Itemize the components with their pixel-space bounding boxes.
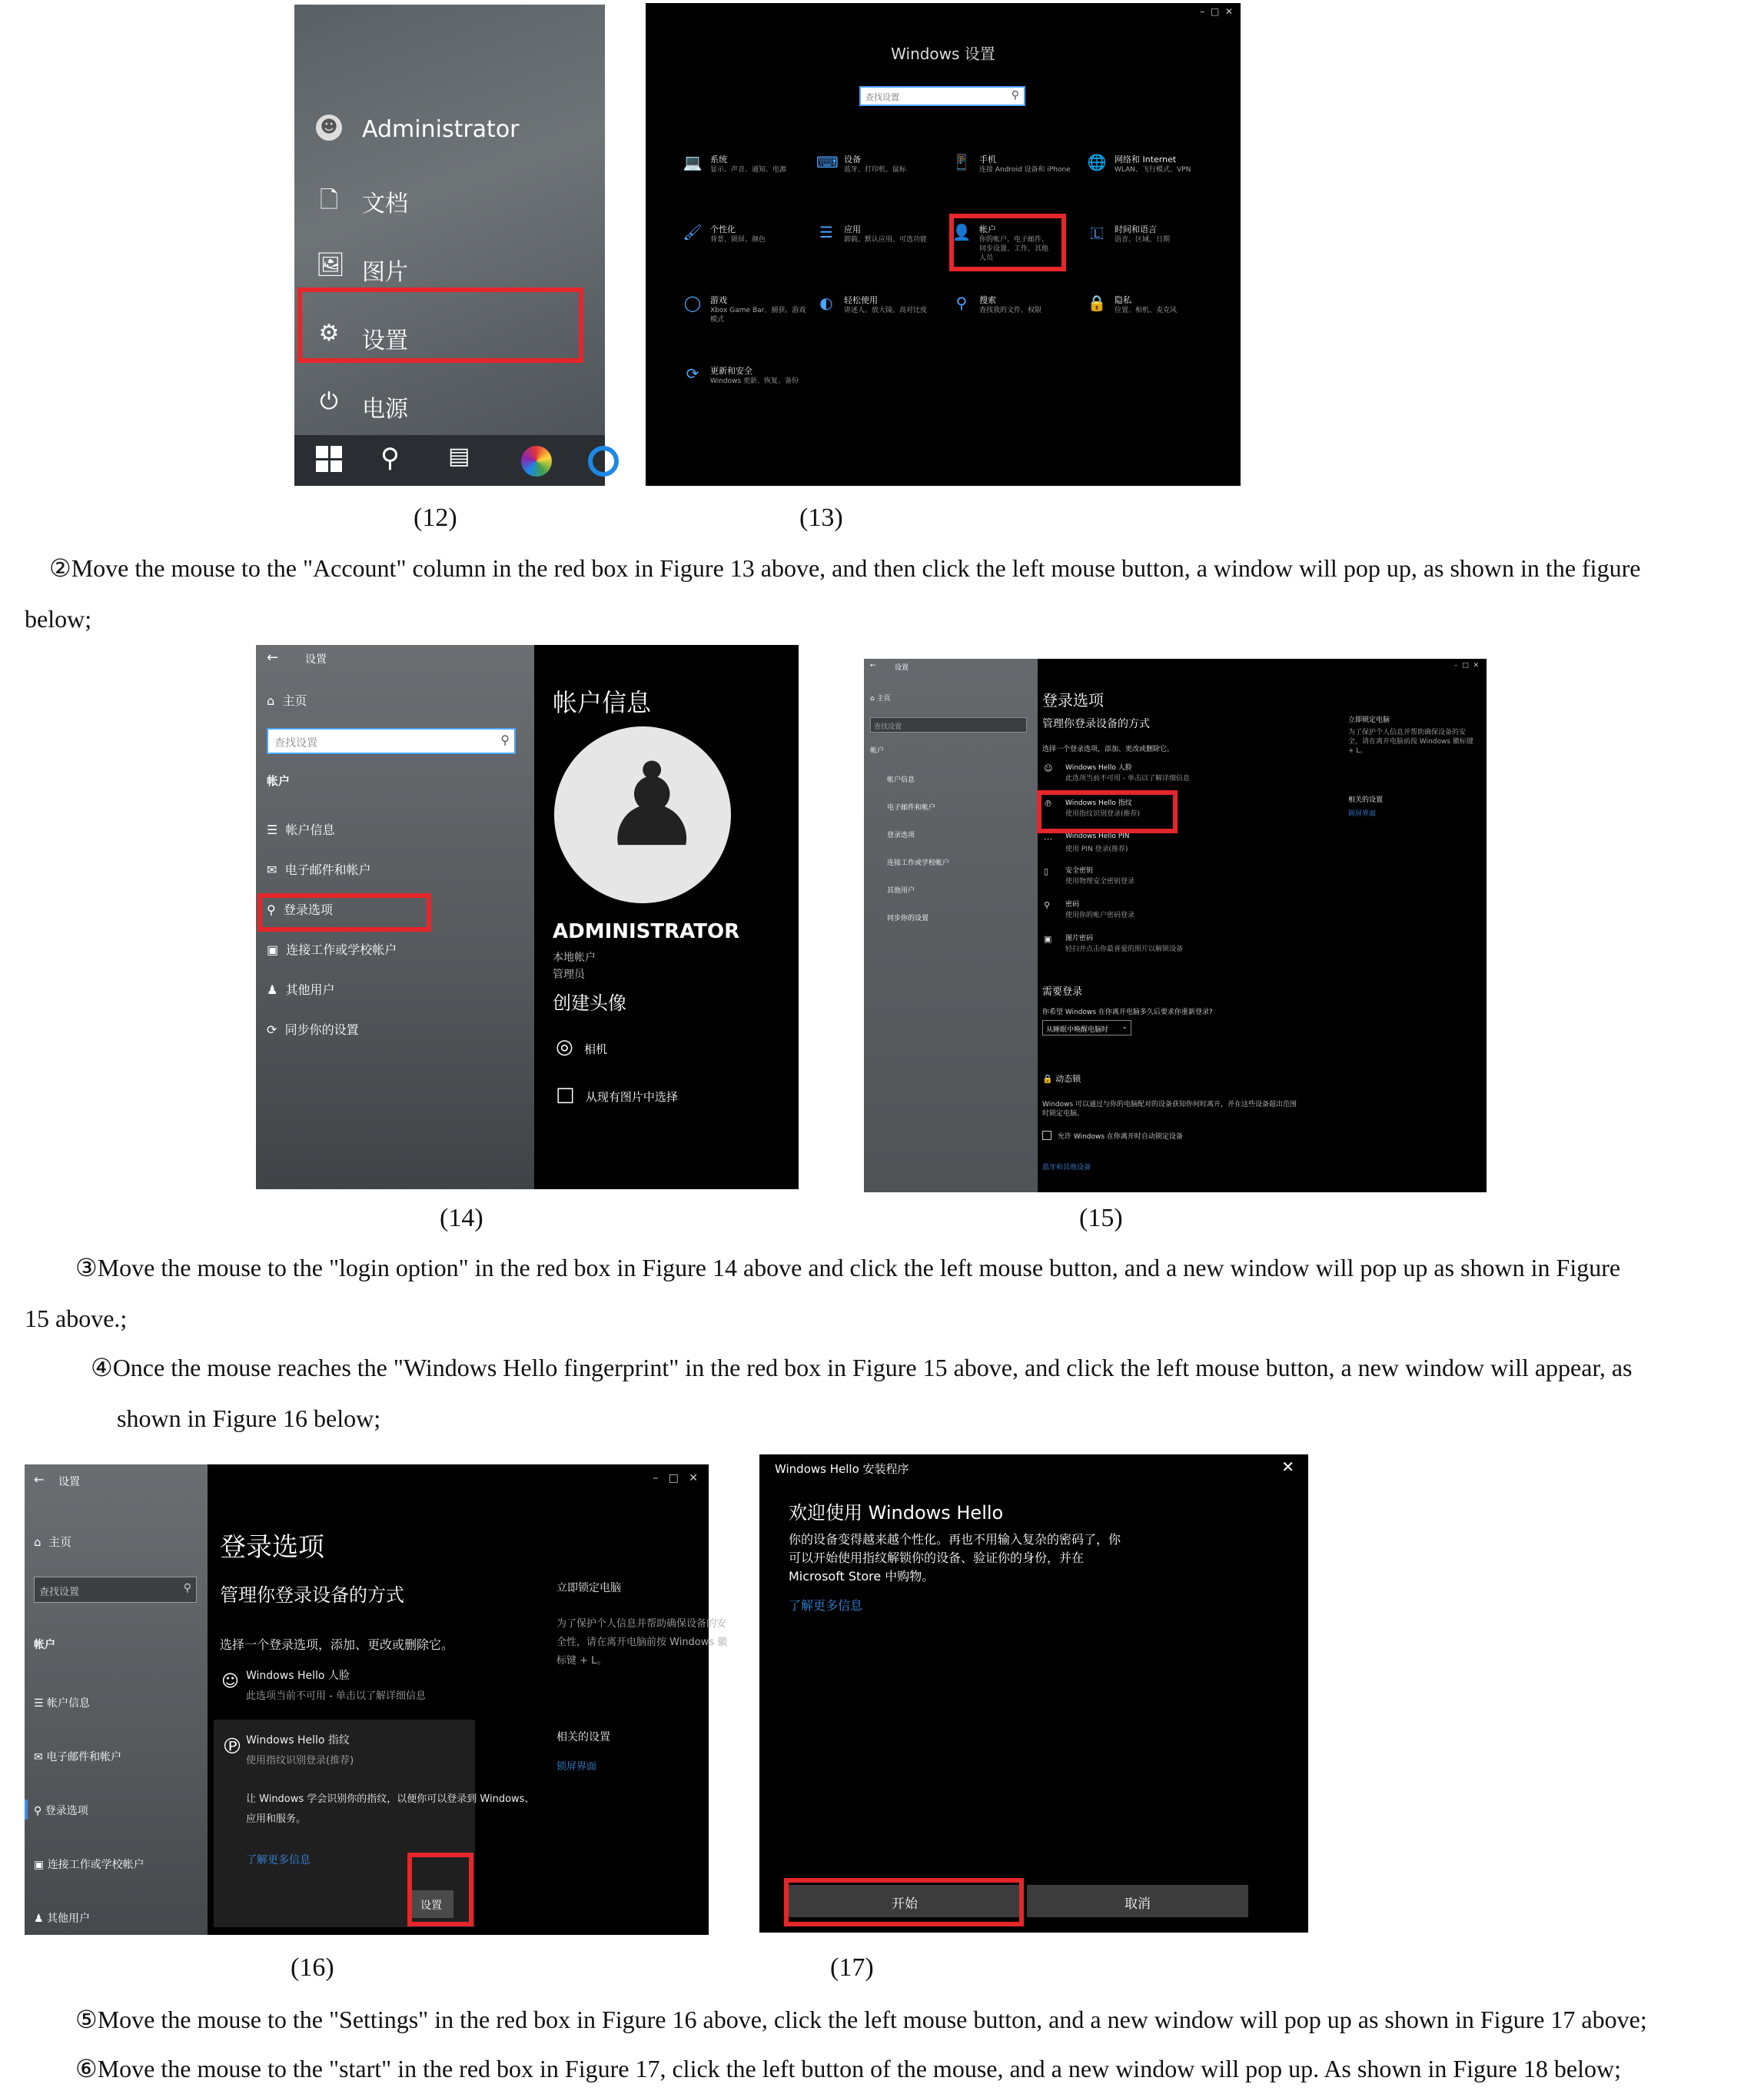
start-item-label: 文档 xyxy=(362,191,408,218)
dialog-body-line-1: 你的设备变得越来越个性化。再也不用输入复杂的密码了，你 xyxy=(789,1532,1121,1547)
picture-password-icon: ▣ xyxy=(1044,934,1052,944)
highlight-fingerprint-box xyxy=(1037,790,1178,833)
intro-text: 选择一个登录选项，添加、更改或删除它。 xyxy=(220,1637,454,1652)
account-role: 管理员 xyxy=(553,969,585,981)
browser-icon[interactable] xyxy=(588,446,619,477)
start-item-label: 设置 xyxy=(362,327,408,354)
related-settings-heading: 相关的设置 xyxy=(556,1731,610,1743)
nav-label: 电子邮件和帐户 xyxy=(284,863,371,877)
dynamic-lock-checkbox[interactable] xyxy=(1042,1131,1051,1140)
lock-icon: 🔒 xyxy=(1087,294,1107,312)
page-title: 登录选项 xyxy=(1042,691,1104,710)
window-controls[interactable]: – □ ✕ xyxy=(653,1472,698,1484)
lock-screen-link[interactable]: 锁屏界面 xyxy=(1348,810,1377,818)
nav-active-indicator xyxy=(25,1800,28,1820)
avatar xyxy=(554,726,731,903)
home-icon: ⌂ xyxy=(267,693,275,708)
tile-name: 游戏 xyxy=(710,295,727,305)
start-user-label: Administrator xyxy=(362,116,520,143)
tile-desc: 背景、锁屏、颜色 xyxy=(710,236,766,244)
home-label: 主页 xyxy=(48,1535,72,1549)
settings-search-input[interactable] xyxy=(870,717,1027,733)
nav-work-school[interactable]: 连接工作或学校帐户 xyxy=(887,859,950,867)
nav-work-school[interactable] xyxy=(267,940,397,958)
key-icon: ⚲ xyxy=(267,902,276,917)
account-username: ADMINISTRATOR xyxy=(553,920,740,943)
nav-label: 电子邮件和帐户 xyxy=(46,1751,122,1763)
option-face-desc: 此选项当前不可用 - 单击以了解详细信息 xyxy=(246,1690,426,1702)
picture-icon: 🖼 xyxy=(316,251,346,278)
search-icon: ⚲ xyxy=(955,294,968,312)
figure-15-sign-in-options xyxy=(864,659,1487,1192)
start-item-power[interactable] xyxy=(294,382,605,428)
settings-search-input[interactable] xyxy=(34,1577,197,1603)
tile-update-security[interactable] xyxy=(683,364,813,418)
tile-desc: 讲述人、放大镜、高对比度 xyxy=(844,307,928,314)
setup-button-label: 设置 xyxy=(420,1900,442,1912)
section-label: 帐户 xyxy=(34,1639,55,1651)
tile-system[interactable] xyxy=(683,153,813,207)
tile-desc: Windows 更新、恢复、备份 xyxy=(710,377,799,385)
browse-file-icon: □ xyxy=(556,1083,575,1106)
search-placeholder: 查找设置 xyxy=(865,92,899,102)
paragraph-6: ⑥Move the mouse to the "start" in the red box in Figure 17, click the left button of the mouse, and a new window will pop up. As shown in Figure 18 below; xyxy=(75,2055,1621,2082)
option-security-key-name[interactable]: 安全密钥 xyxy=(1065,867,1094,875)
intro-text: 选择一个登录选项，添加、更改或删除它。 xyxy=(1042,746,1174,753)
dynamic-lock-label: 动态锁 xyxy=(1055,1074,1081,1084)
gear-icon: ⚙ xyxy=(318,320,340,347)
option-face-name[interactable]: Windows Hello 人脸 xyxy=(1065,764,1132,772)
search-placeholder: 查找设置 xyxy=(39,1587,80,1598)
learn-more-link[interactable]: 了解更多信息 xyxy=(789,1598,863,1613)
option-fingerprint-desc: 使用指纹识别登录(推荐) xyxy=(1065,810,1141,818)
figure-16-fingerprint-option xyxy=(25,1464,728,1935)
tile-name: 设备 xyxy=(844,155,861,165)
tile-desc: 查找我的文件、权限 xyxy=(979,307,1042,314)
dynamic-lock-desc: Windows 可以通过与你的电脑配对的设备获知你何时离开，并在这些设备超出范围时锁定电脑。 xyxy=(1042,1101,1297,1118)
section-label: 帐户 xyxy=(870,747,885,755)
person-icon: 👤 xyxy=(952,223,972,241)
paragraph-2-line-1: ②Move the mouse to the "Account" column in the red box in Figure 13 above, and then click the left mouse button, a window will pop up, as shown in the figure xyxy=(49,554,1641,582)
highlight-settings-box xyxy=(297,288,583,363)
option-fingerprint-name: Windows Hello 指纹 xyxy=(246,1734,350,1747)
nav-sign-in-options[interactable] xyxy=(34,1803,88,1818)
nav-email-accounts[interactable]: 电子邮件和帐户 xyxy=(887,804,936,812)
keyboard-icon: ⌨ xyxy=(816,153,839,171)
lock-pc-heading: 立即锁定电脑 xyxy=(556,1582,621,1594)
option-face-desc: 此选项当前不可用 - 单击以了解详细信息 xyxy=(1065,775,1190,783)
laptop-icon: 💻 xyxy=(683,153,703,171)
tile-desc: 语音、区域、日期 xyxy=(1115,236,1171,244)
tile-time-language[interactable] xyxy=(1087,223,1218,277)
lock-pc-text-line-1: 为了保护个人信息并帮助确保设备的安 xyxy=(556,1618,727,1630)
dynamic-lock-heading xyxy=(1042,1072,1081,1085)
tile-desc: 卸载、默认应用、可选功能 xyxy=(844,236,928,244)
task-view-icon[interactable]: ▤ xyxy=(448,443,470,470)
person-icon: ♟ xyxy=(267,982,278,997)
settings-nav-pane xyxy=(864,659,1038,1192)
home-label: 主页 xyxy=(876,695,891,703)
face-icon: ☺ xyxy=(1044,763,1053,773)
phone-icon: 📱 xyxy=(952,153,972,171)
home-nav[interactable]: ⌂ 主页 xyxy=(870,695,891,703)
nav-sync-settings[interactable]: 同步你的设置 xyxy=(887,915,929,922)
dialog-heading: 欢迎使用 Windows Hello xyxy=(789,1502,1004,1524)
highlight-accounts-box xyxy=(949,214,1066,271)
nav-email-accounts[interactable] xyxy=(34,1749,121,1764)
caption-13: (13) xyxy=(799,504,843,532)
option-picture-password-desc: 轻扫并点击你最喜爱的照片以解锁设备 xyxy=(1065,946,1184,953)
tile-name: 隐私 xyxy=(1115,295,1131,305)
ease-of-access-icon: ◐ xyxy=(819,294,833,312)
paragraph-3-line-2: 15 above.; xyxy=(25,1305,128,1332)
dropdown-value: 从睡眠中唤醒电脑时 xyxy=(1046,1026,1109,1034)
tile-name: 系统 xyxy=(710,155,727,165)
settings-title: Windows 设置 xyxy=(891,45,995,63)
briefcase-icon: ▣ xyxy=(267,942,279,957)
option-picture-password-name[interactable]: 图片密码 xyxy=(1065,935,1094,942)
tile-personalization[interactable] xyxy=(683,223,813,277)
home-nav[interactable] xyxy=(267,691,307,709)
xbox-icon: ◯ xyxy=(683,294,702,312)
cancel-button-label: 取消 xyxy=(1125,1896,1151,1912)
option-fingerprint-desc: 使用指纹识别登录(推荐) xyxy=(246,1755,354,1767)
caption-17: (17) xyxy=(830,1953,874,1982)
lock-pc-text-line-3: 标键 + L。 xyxy=(556,1655,607,1667)
fingerprint-icon: ℗ xyxy=(221,1733,243,1759)
settings-search-input[interactable] xyxy=(859,86,1025,106)
camera-icon: ◎ xyxy=(556,1035,573,1059)
window-controls[interactable]: – □ ✕ xyxy=(1200,6,1233,17)
nav-label: 帐户信息 xyxy=(47,1697,91,1710)
tile-name: 轻松使用 xyxy=(844,295,878,305)
home-nav[interactable]: ⌂ 主页 xyxy=(34,1535,72,1549)
tile-desc: 连接 Android 设备和 iPhone xyxy=(979,166,1071,174)
start-item-label: 电源 xyxy=(362,396,408,423)
nav-account-info[interactable]: 帐户信息 xyxy=(887,776,915,784)
pin-keypad-icon: ⋯ xyxy=(1044,834,1052,844)
tile-name: 更新和安全 xyxy=(710,366,752,376)
option-security-key-desc: 使用物理安全密钥登录 xyxy=(1065,878,1135,886)
search-placeholder: 查找设置 xyxy=(874,723,902,731)
windows-start-icon[interactable] xyxy=(316,446,342,472)
account-info-icon: ☰ xyxy=(34,1697,44,1710)
dynamic-lock-icon: 🔒 xyxy=(1042,1074,1053,1084)
dialog-body-line-2: 可以开始使用指纹解锁你的设备、验证你的身份，并在 xyxy=(789,1551,1085,1565)
section-label: 帐户 xyxy=(267,774,291,788)
lock-screen-link[interactable]: 锁屏界面 xyxy=(556,1761,597,1773)
search-icon: ⚲ xyxy=(1011,89,1019,101)
caption-12: (12) xyxy=(414,504,457,532)
sync-icon: ⟳ xyxy=(267,1022,277,1037)
paragraph-2-line-2: below; xyxy=(25,605,92,633)
chevron-down-icon: ⌄ xyxy=(1121,1023,1128,1031)
caption-16: (16) xyxy=(291,1953,334,1982)
tile-phone[interactable] xyxy=(952,153,1082,207)
window-title: Windows Hello 安装程序 xyxy=(775,1462,909,1476)
tile-search[interactable] xyxy=(952,294,1082,347)
lock-pc-text-line-2: 全性，请在离开电脑前按 Windows 徽 xyxy=(556,1637,728,1648)
page-title: 登录选项 xyxy=(220,1532,324,1563)
nav-label: 连接工作或学校帐户 xyxy=(47,1859,145,1871)
dynamic-lock-check-label: 允许 Windows 在你离开时自动锁定设备 xyxy=(1058,1133,1183,1141)
home-label: 主页 xyxy=(282,693,307,708)
nav-label: 帐户信息 xyxy=(285,823,335,837)
nav-label: 登录选项 xyxy=(283,902,333,917)
nav-label: 连接工作或学校帐户 xyxy=(286,942,397,957)
require-signin-question: 你希望 Windows 在你离开电脑多久后要求你重新登录? xyxy=(1042,1009,1213,1016)
option-password-desc: 使用你的帐户密码登录 xyxy=(1065,912,1135,919)
refresh-icon: ⟳ xyxy=(686,364,699,383)
password-key-icon: ⚲ xyxy=(1044,900,1051,910)
start-user-item[interactable] xyxy=(294,108,605,155)
page-title: 帐户信息 xyxy=(553,688,652,717)
tile-name: 帐户 xyxy=(979,224,996,234)
colorful-app-icon[interactable] xyxy=(521,446,552,477)
back-arrow-icon[interactable]: ← xyxy=(870,662,876,670)
tile-ease-of-access[interactable] xyxy=(816,294,947,347)
dialog-body-line-3: Microsoft Store 中购物。 xyxy=(789,1569,935,1584)
fingerprint-body-line-1: 让 Windows 学会识别你的指纹，以便你可以登录到 Windows、 xyxy=(246,1793,535,1805)
bluetooth-devices-link[interactable]: 蓝牙和其他设备 xyxy=(1042,1164,1091,1172)
briefcase-icon: ▣ xyxy=(34,1859,45,1871)
nav-other-users[interactable] xyxy=(34,1910,90,1926)
browse-label: 从现有图片中选择 xyxy=(585,1090,678,1104)
option-pin-name[interactable]: Windows Hello PIN xyxy=(1065,833,1130,840)
lock-pc-text: 为了保护个人信息并帮助确保设备的安全，请在离开电脑前按 Windows 徽标键 + L。 xyxy=(1348,729,1473,755)
option-fingerprint-name[interactable]: Windows Hello 指纹 xyxy=(1065,799,1132,807)
create-avatar-heading: 创建头像 xyxy=(553,992,626,1014)
nav-account-info[interactable] xyxy=(34,1695,90,1710)
nav-sync-settings[interactable] xyxy=(267,1020,359,1038)
tile-network[interactable] xyxy=(1087,153,1218,207)
page-subtitle: 管理你登录设备的方式 xyxy=(1042,718,1150,730)
tile-name: 应用 xyxy=(844,224,861,234)
related-settings-heading: 相关的设置 xyxy=(1348,796,1384,804)
tile-desc: 蓝牙、打印机、鼠标 xyxy=(844,166,907,174)
caption-14: (14) xyxy=(440,1204,483,1232)
fingerprint-icon: ℗ xyxy=(1044,799,1052,809)
cancel-button[interactable] xyxy=(1027,1885,1248,1917)
tile-name: 个性化 xyxy=(710,224,736,234)
start-item-label: 图片 xyxy=(362,259,408,286)
option-password-name[interactable]: 密码 xyxy=(1065,901,1080,909)
nav-other-users[interactable]: 其他用户 xyxy=(887,887,915,895)
security-key-icon: ▯ xyxy=(1044,866,1049,876)
key-icon: ⚲ xyxy=(34,1805,42,1817)
figure-12-start-menu xyxy=(294,5,605,486)
nav-other-users[interactable] xyxy=(267,980,335,998)
caption-15: (15) xyxy=(1079,1204,1123,1232)
fingerprint-body-line-2: 应用和服务。 xyxy=(246,1813,307,1825)
back-arrow-icon[interactable]: ← xyxy=(267,650,279,666)
tile-name: 搜索 xyxy=(979,295,996,305)
person-avatar-icon: ♟ xyxy=(600,739,704,872)
start-item-documents[interactable] xyxy=(294,177,605,223)
tile-devices[interactable] xyxy=(816,153,947,207)
lock-pc-heading: 立即锁定电脑 xyxy=(1348,716,1390,724)
tile-name: 时间和语言 xyxy=(1115,224,1157,234)
tile-desc: WLAN、飞行模式、VPN xyxy=(1115,166,1191,174)
search-icon[interactable]: ⚲ xyxy=(380,443,400,474)
paragraph-5: ⑤Move the mouse to the "Settings" in the red box in Figure 16 above, click the left mouse button, and a new window will pop up as shown in Figure 17 above; xyxy=(75,2006,1647,2033)
brush-icon: 🖌 xyxy=(683,223,703,241)
window-title: 设置 xyxy=(895,664,909,672)
start-item-pictures[interactable] xyxy=(294,245,605,291)
require-signin-heading: 需要登录 xyxy=(1042,986,1083,998)
paragraph-3-line-1: ③Move the mouse to the "login option" in the red box in Figure 14 above and click the left mouse button, and a new window will pop up as shown in Figure xyxy=(75,1254,1621,1281)
settings-search-input[interactable] xyxy=(267,728,516,754)
camera-label: 相机 xyxy=(584,1042,608,1056)
tile-desc: 显示、声音、通知、电源 xyxy=(710,166,787,174)
paragraph-4-line-1: ④Once the mouse reaches the "Windows Hello fingerprint" in the red box in Figure 15 above, and click the left mouse button, a new window will appear, as xyxy=(91,1354,1633,1381)
option-pin-desc: 使用 PIN 登录(推荐) xyxy=(1065,846,1128,853)
nav-label: 同步你的设置 xyxy=(284,1022,359,1037)
tile-desc: 你的帐户、电子邮件、同步设置、工作、其他人员 xyxy=(979,236,1049,262)
tile-desc: Xbox Game Bar、捕获、游戏模式 xyxy=(710,307,806,324)
page-subtitle: 管理你登录设备的方式 xyxy=(220,1584,404,1606)
tile-privacy[interactable] xyxy=(1087,294,1218,347)
close-icon[interactable]: ✕ xyxy=(1281,1457,1294,1476)
tile-desc: 位置、相机、麦克风 xyxy=(1115,307,1178,314)
require-signin-dropdown[interactable] xyxy=(1042,1020,1131,1035)
window-title: 设置 xyxy=(305,653,327,666)
window-controls[interactable]: – □ ✕ xyxy=(1454,662,1479,670)
document-icon: 🗋 xyxy=(319,187,339,214)
tile-name: 手机 xyxy=(979,155,996,165)
nav-sign-in-options[interactable]: 登录选项 xyxy=(887,832,915,839)
highlight-setup-button-box xyxy=(407,1853,473,1926)
account-type: 本地帐户 xyxy=(553,952,596,964)
figure-13-windows-settings xyxy=(646,3,1241,486)
back-arrow-icon[interactable]: ← xyxy=(34,1472,45,1487)
face-icon: ☺ xyxy=(221,1672,239,1691)
nav-label: 其他用户 xyxy=(285,982,335,997)
option-face-name[interactable]: Windows Hello 人脸 xyxy=(246,1670,350,1682)
nav-email-accounts[interactable] xyxy=(267,860,371,878)
apps-list-icon: ☰ xyxy=(819,223,833,241)
highlight-start-button-box xyxy=(784,1878,1024,1926)
paragraph-4-line-2: shown in Figure 16 below; xyxy=(117,1404,381,1432)
mail-icon: ✉ xyxy=(34,1751,43,1763)
person-icon: ♟ xyxy=(34,1913,44,1925)
user-avatar-icon: ☻ xyxy=(316,115,342,141)
taskbar xyxy=(294,435,605,486)
language-icon: 🇱 xyxy=(1090,223,1104,241)
settings-nav-pane xyxy=(25,1464,208,1935)
nav-label: 其他用户 xyxy=(47,1913,91,1925)
tile-name: 网络和 Internet xyxy=(1115,155,1177,165)
figure-17-windows-hello-setup xyxy=(759,1454,1308,1933)
browse-option[interactable] xyxy=(556,1083,678,1106)
tile-apps[interactable] xyxy=(816,223,947,277)
power-icon: ⏻ xyxy=(320,388,338,415)
globe-icon: 🌐 xyxy=(1087,153,1107,171)
highlight-sign-in-options-box xyxy=(257,893,431,932)
account-info-icon: ☰ xyxy=(267,823,278,837)
nav-account-info[interactable] xyxy=(267,820,335,838)
tile-gaming[interactable] xyxy=(683,294,813,347)
window-title: 设置 xyxy=(58,1476,80,1488)
nav-work-school[interactable] xyxy=(34,1856,145,1872)
mail-icon: ✉ xyxy=(267,863,277,877)
search-icon: ⚲ xyxy=(183,1582,191,1594)
learn-more-link[interactable]: 了解更多信息 xyxy=(246,1854,311,1866)
start-button-label: 开始 xyxy=(892,1896,918,1912)
search-placeholder: 查找设置 xyxy=(274,737,317,750)
search-icon: ⚲ xyxy=(500,733,510,747)
nav-label: 登录选项 xyxy=(45,1805,88,1817)
camera-option[interactable] xyxy=(556,1035,607,1059)
